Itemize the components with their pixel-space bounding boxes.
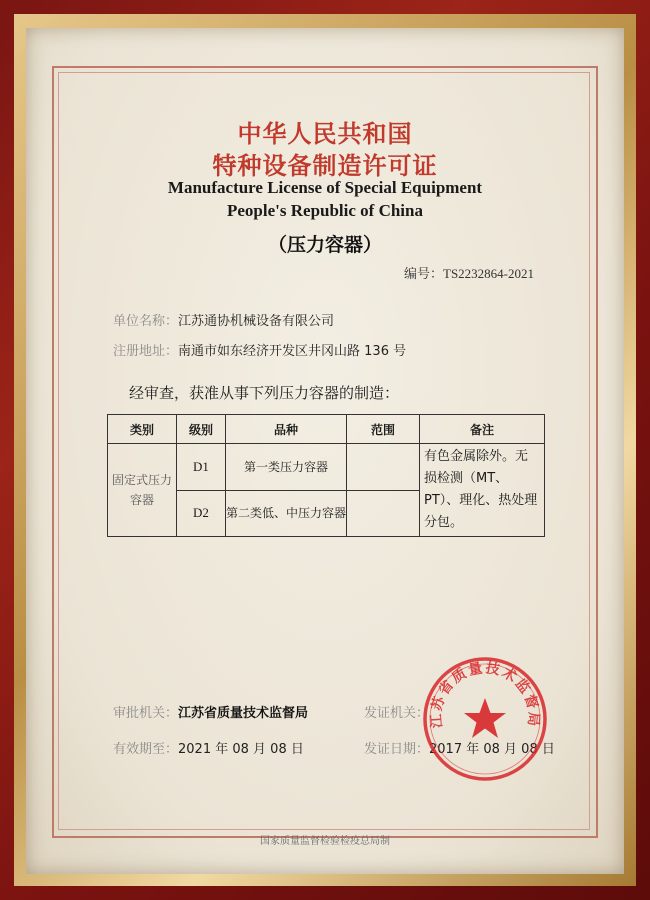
authority-label: 审批机关：	[113, 706, 179, 721]
scope-cell	[347, 490, 420, 537]
official-seal	[420, 654, 550, 784]
approval-statement: 经审查，获准从事下列压力容器的制造：	[129, 384, 400, 402]
table-row	[108, 444, 545, 491]
license-table	[107, 414, 545, 537]
unit-value: 江苏通协机械设备有限公司	[178, 314, 335, 329]
issue-label: 发证日期：	[364, 742, 430, 757]
printer-note: 国家质量监督检验检疫总局制	[260, 836, 390, 847]
validity-value: 2021 年 08 月 08 日	[178, 742, 304, 757]
remark-cell: 有色金属除外。无损检测（MT、PT）、理化、热处理分包。	[420, 444, 545, 537]
category-cell: 固定式压力容器	[108, 444, 177, 537]
license-category: （压力容器）	[267, 234, 382, 256]
scope-cell	[347, 444, 420, 491]
star-icon	[464, 698, 506, 738]
header-level: 级别	[177, 415, 226, 444]
title-english-2: People's Republic of China	[227, 201, 423, 220]
variety-cell: 第二类低、中压力容器	[226, 490, 347, 537]
validity-label: 有效期至：	[113, 742, 179, 757]
table-header-row	[108, 415, 545, 444]
validity-date	[113, 738, 304, 757]
address-label: 注册地址：	[113, 344, 179, 359]
unit-name	[113, 310, 334, 329]
variety-cell: 第一类压力容器	[226, 444, 347, 491]
serial-label: 编号：	[404, 267, 444, 282]
serial-value: TS2232864-2021	[443, 266, 535, 281]
address-value: 南通市如东经济开发区井冈山路 136 号	[178, 344, 407, 359]
title-english-1: Manufacture License of Special Equipment	[167, 178, 483, 197]
title-license: 特种设备制造许可证	[212, 152, 438, 180]
level-cell: D2	[177, 490, 226, 537]
serial-number	[404, 263, 534, 282]
title-country: 中华人民共和国	[237, 120, 413, 148]
approval-authority	[113, 702, 308, 721]
header-scope: 范围	[347, 415, 420, 444]
seal-text: 江苏省质量技术监督局	[428, 660, 542, 729]
header-category: 类别	[108, 415, 177, 444]
header-remark: 备注	[420, 415, 545, 444]
issuer-label: 发证机关：	[364, 706, 430, 721]
issue-value: 2017 年 08 月 08 日	[429, 742, 555, 757]
authority-value: 江苏省质量技术监督局	[178, 706, 309, 721]
header-variety: 品种	[226, 415, 347, 444]
unit-label: 单位名称：	[113, 314, 179, 329]
level-cell: D1	[177, 444, 226, 491]
registered-address	[113, 340, 406, 359]
